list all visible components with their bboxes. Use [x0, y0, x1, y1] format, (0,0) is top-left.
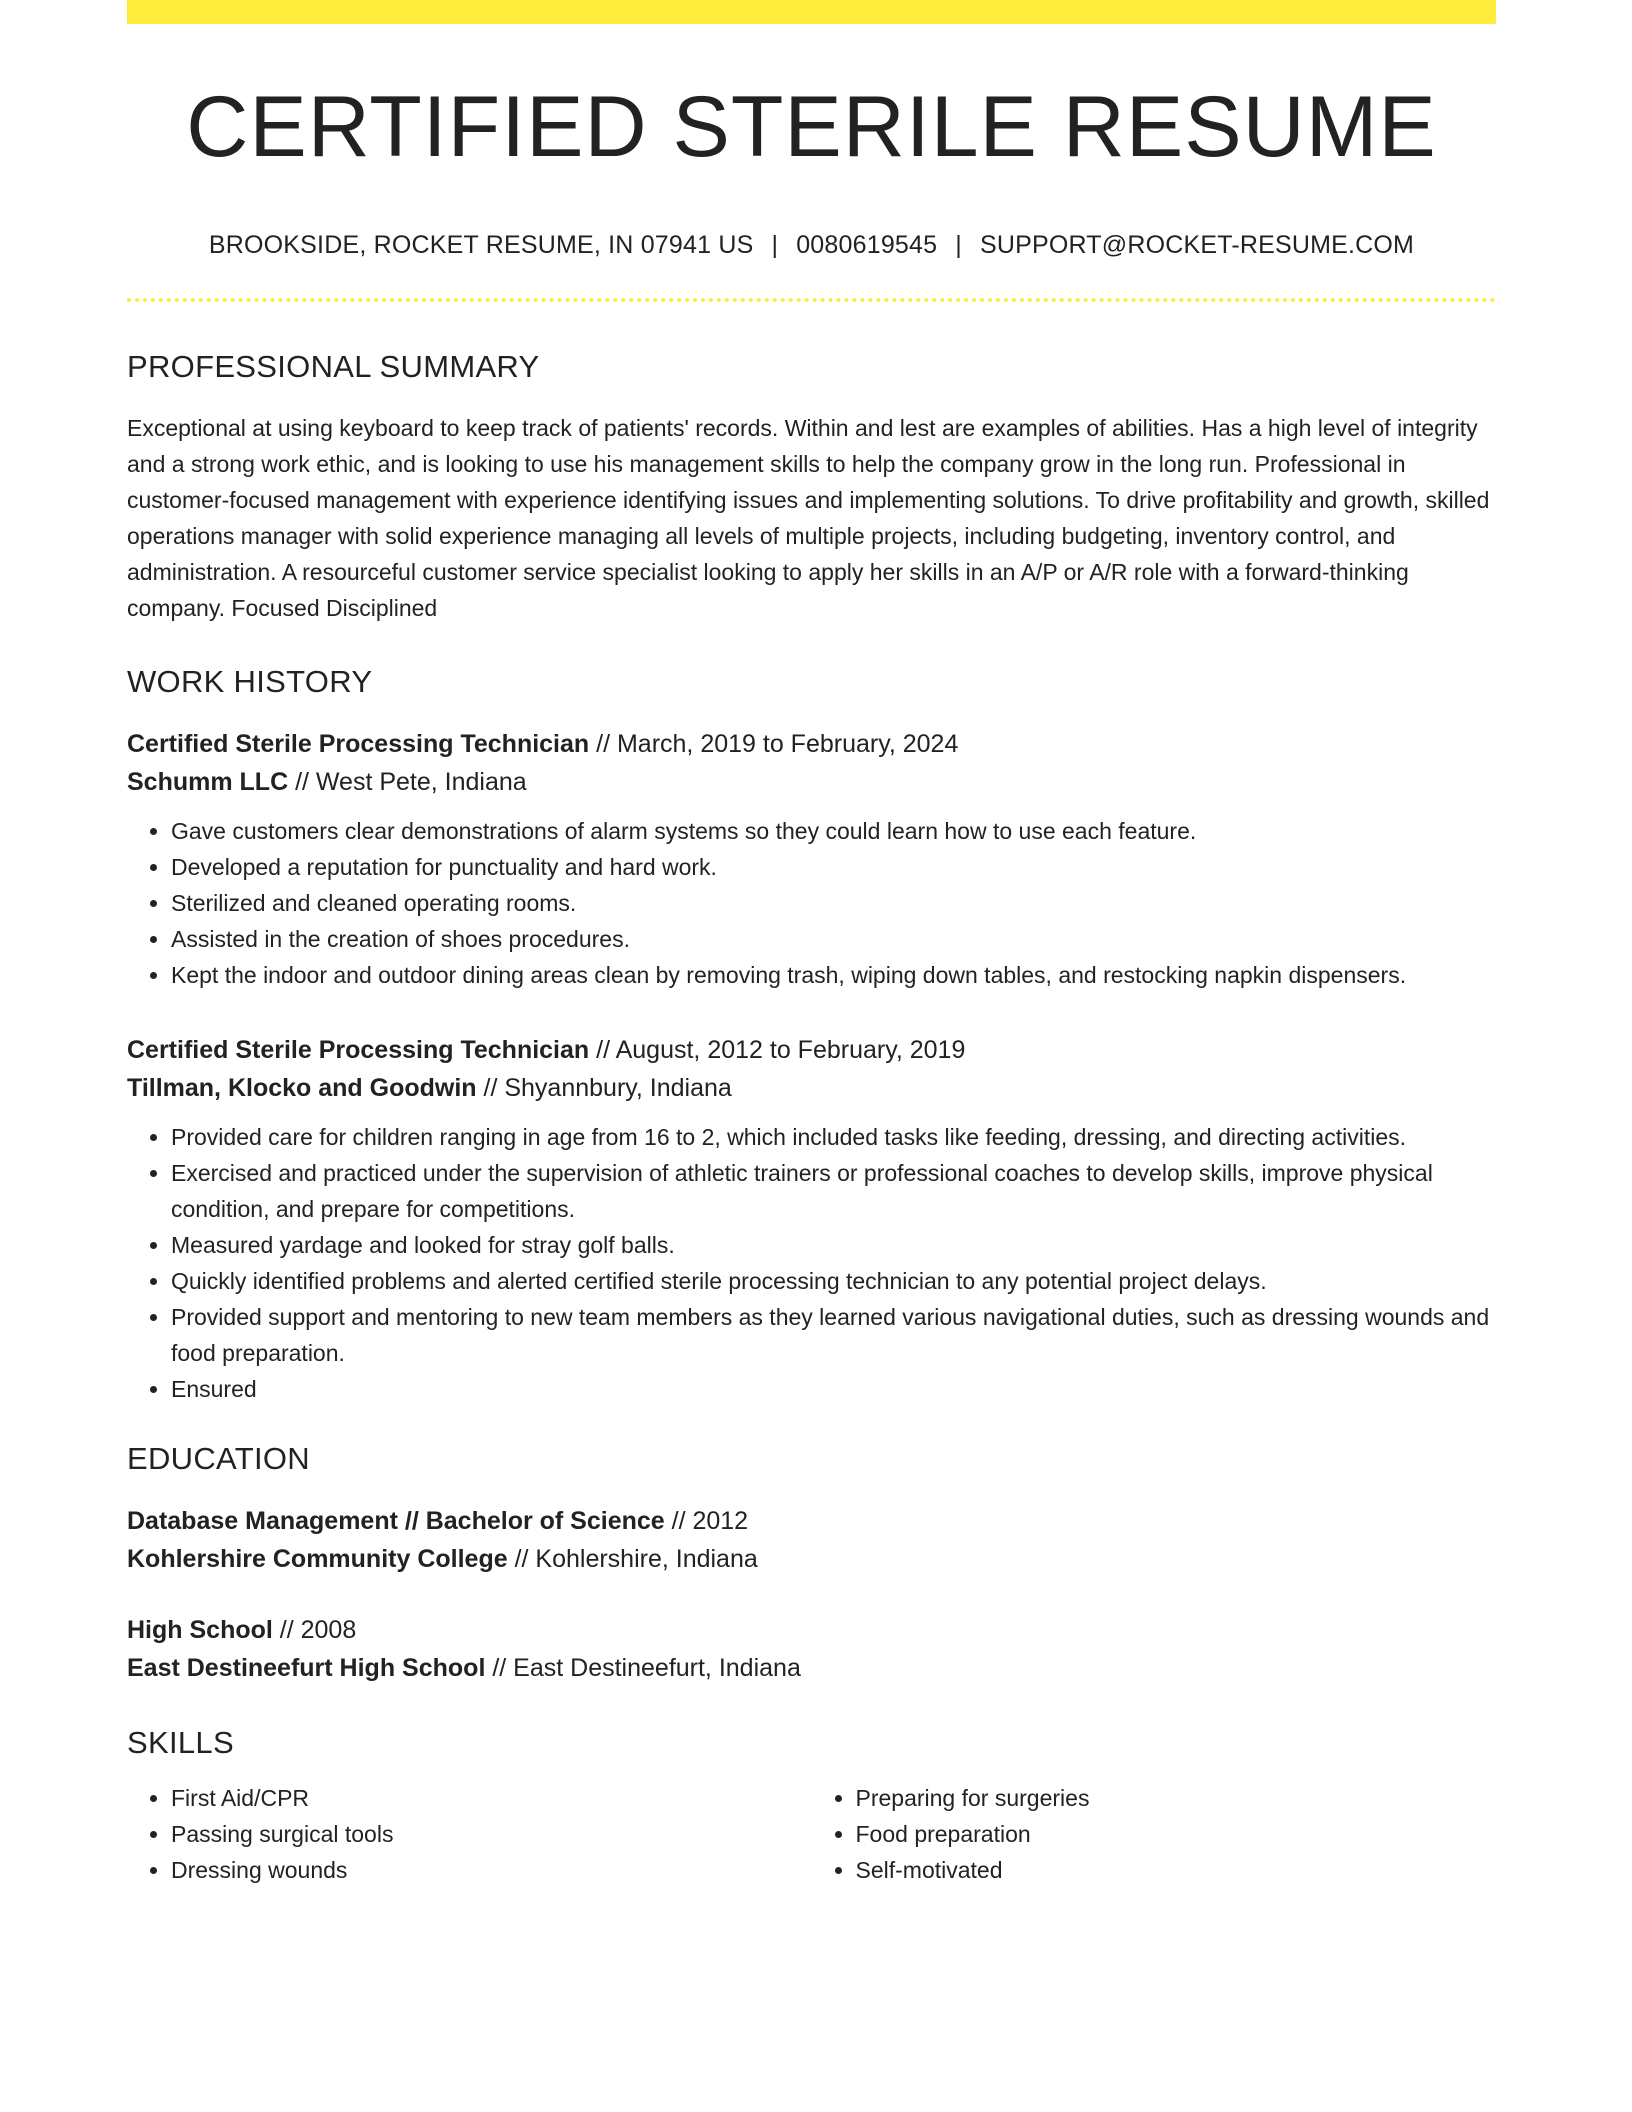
- education-year: // 2012: [664, 1507, 749, 1535]
- job-role: Certified Sterile Processing Technician: [127, 1036, 590, 1064]
- skill-item: • Passing surgical tools: [171, 1816, 812, 1852]
- job-bullet: • Ensured: [171, 1371, 1496, 1407]
- education-degree: Database Management // Bachelor of Science: [127, 1507, 665, 1535]
- job-company-line: [127, 763, 1496, 801]
- skill-item: • Food preparation: [856, 1816, 1497, 1852]
- resume-name: CERTIFIED STERILE RESUME: [186, 79, 1437, 175]
- skill-item: • Dressing wounds: [171, 1852, 812, 1888]
- job-bullets: [127, 1119, 1496, 1407]
- education-degree-line: [127, 1611, 1496, 1649]
- job-bullet: • Provided care for children ranging in age from 16 to 2, which included tasks like feeding, dressing, and directing activities.: [171, 1119, 1496, 1155]
- job-bullet: • Gave customers clear demonstrations of alarm systems so they could learn how to use each feature.: [171, 813, 1496, 849]
- skills-heading: SKILLS: [127, 1725, 234, 1760]
- contact-separator: |: [771, 231, 779, 259]
- education-year: // 2008: [272, 1616, 357, 1644]
- skills-left-list: [127, 1780, 812, 1888]
- education-school: East Destineefurt High School: [127, 1654, 486, 1682]
- job-title-line: [127, 725, 1496, 763]
- job-bullets: [127, 813, 1496, 993]
- education-location: // East Destineefurt, Indiana: [485, 1654, 801, 1682]
- job-location: // West Pete, Indiana: [288, 768, 527, 796]
- contact-email: SUPPORT@ROCKET-RESUME.COM: [979, 231, 1415, 259]
- work-history-heading: WORK HISTORY: [127, 664, 373, 699]
- job-role: Certified Sterile Processing Technician: [127, 730, 590, 758]
- job-company: Schumm LLC: [127, 768, 289, 796]
- job-bullet: • Quickly identified problems and alerted certified sterile processing technician to any potential project delays.: [171, 1263, 1496, 1299]
- job-dates: // August, 2012 to February, 2019: [589, 1036, 966, 1064]
- job-bullet: • Provided support and mentoring to new team members as they learned various navigational duties, such as dressing wounds and food preparation.: [171, 1299, 1496, 1371]
- dotted-divider: [127, 298, 1496, 302]
- education-location: // Kohlershire, Indiana: [507, 1545, 758, 1573]
- education-school-line: [127, 1649, 1496, 1687]
- education-entry: [127, 1611, 1496, 1687]
- education-school: Kohlershire Community College: [127, 1545, 508, 1573]
- job-company-line: [127, 1069, 1496, 1107]
- job-bullet: • Measured yardage and looked for stray golf balls.: [171, 1227, 1496, 1263]
- education-entry: [127, 1502, 1496, 1578]
- job-entry: [127, 1031, 1496, 1407]
- education-degree: High School: [127, 1616, 273, 1644]
- job-bullet: • Assisted in the creation of shoes procedures.: [171, 921, 1496, 957]
- job-location: // Shyannbury, Indiana: [476, 1074, 732, 1102]
- skill-item: • First Aid/CPR: [171, 1780, 812, 1816]
- skills-right-list: [812, 1780, 1497, 1888]
- resume-page: [127, 0, 1496, 1888]
- skills-columns: [127, 1780, 1496, 1888]
- job-bullet: • Developed a reputation for punctuality and hard work.: [171, 849, 1496, 885]
- summary-heading: PROFESSIONAL SUMMARY: [127, 349, 540, 384]
- job-dates: // March, 2019 to February, 2024: [589, 730, 959, 758]
- education-degree-line: [127, 1502, 1496, 1540]
- summary-text: Exceptional at using keyboard to keep track of patients' records. Within and lest are examples of abilities. Has a high level of integrity and a strong work ethic, and is looking to use his management skills to help the company grow in the long run. Professional in customer-focused management with experience identifying issues and implementing solutions. To drive profitability and growth, skilled operations manager with solid experience managing all levels of multiple projects, including budgeting, inventory control, and administration. A resourceful customer service specialist looking to apply her skills in an A/P or A/R role with a forward-thinking company. Focused Disciplined: [127, 415, 1490, 621]
- top-accent-bar: [127, 0, 1496, 24]
- education-school-line: [127, 1540, 1496, 1578]
- job-entry: [127, 725, 1496, 993]
- job-bullet: • Kept the indoor and outdoor dining areas clean by removing trash, wiping down tables, and restocking napkin dispensers.: [171, 957, 1496, 993]
- skill-item: • Preparing for surgeries: [856, 1780, 1497, 1816]
- job-bullet: • Sterilized and cleaned operating rooms.: [171, 885, 1496, 921]
- job-bullet: • Exercised and practiced under the supervision of athletic trainers or professional coaches to develop skills, improve physical condition, and prepare for competitions.: [171, 1155, 1496, 1227]
- skill-item: • Self-motivated: [856, 1852, 1497, 1888]
- contact-separator: |: [955, 231, 962, 259]
- job-title-line: [127, 1031, 1496, 1069]
- contact-address: BROOKSIDE, ROCKET RESUME, IN 07941 US: [208, 231, 754, 259]
- education-heading: EDUCATION: [127, 1441, 310, 1476]
- contact-phone: 0080619545: [796, 231, 938, 259]
- job-company: Tillman, Klocko and Goodwin: [127, 1074, 477, 1102]
- contact-line: [127, 233, 1496, 258]
